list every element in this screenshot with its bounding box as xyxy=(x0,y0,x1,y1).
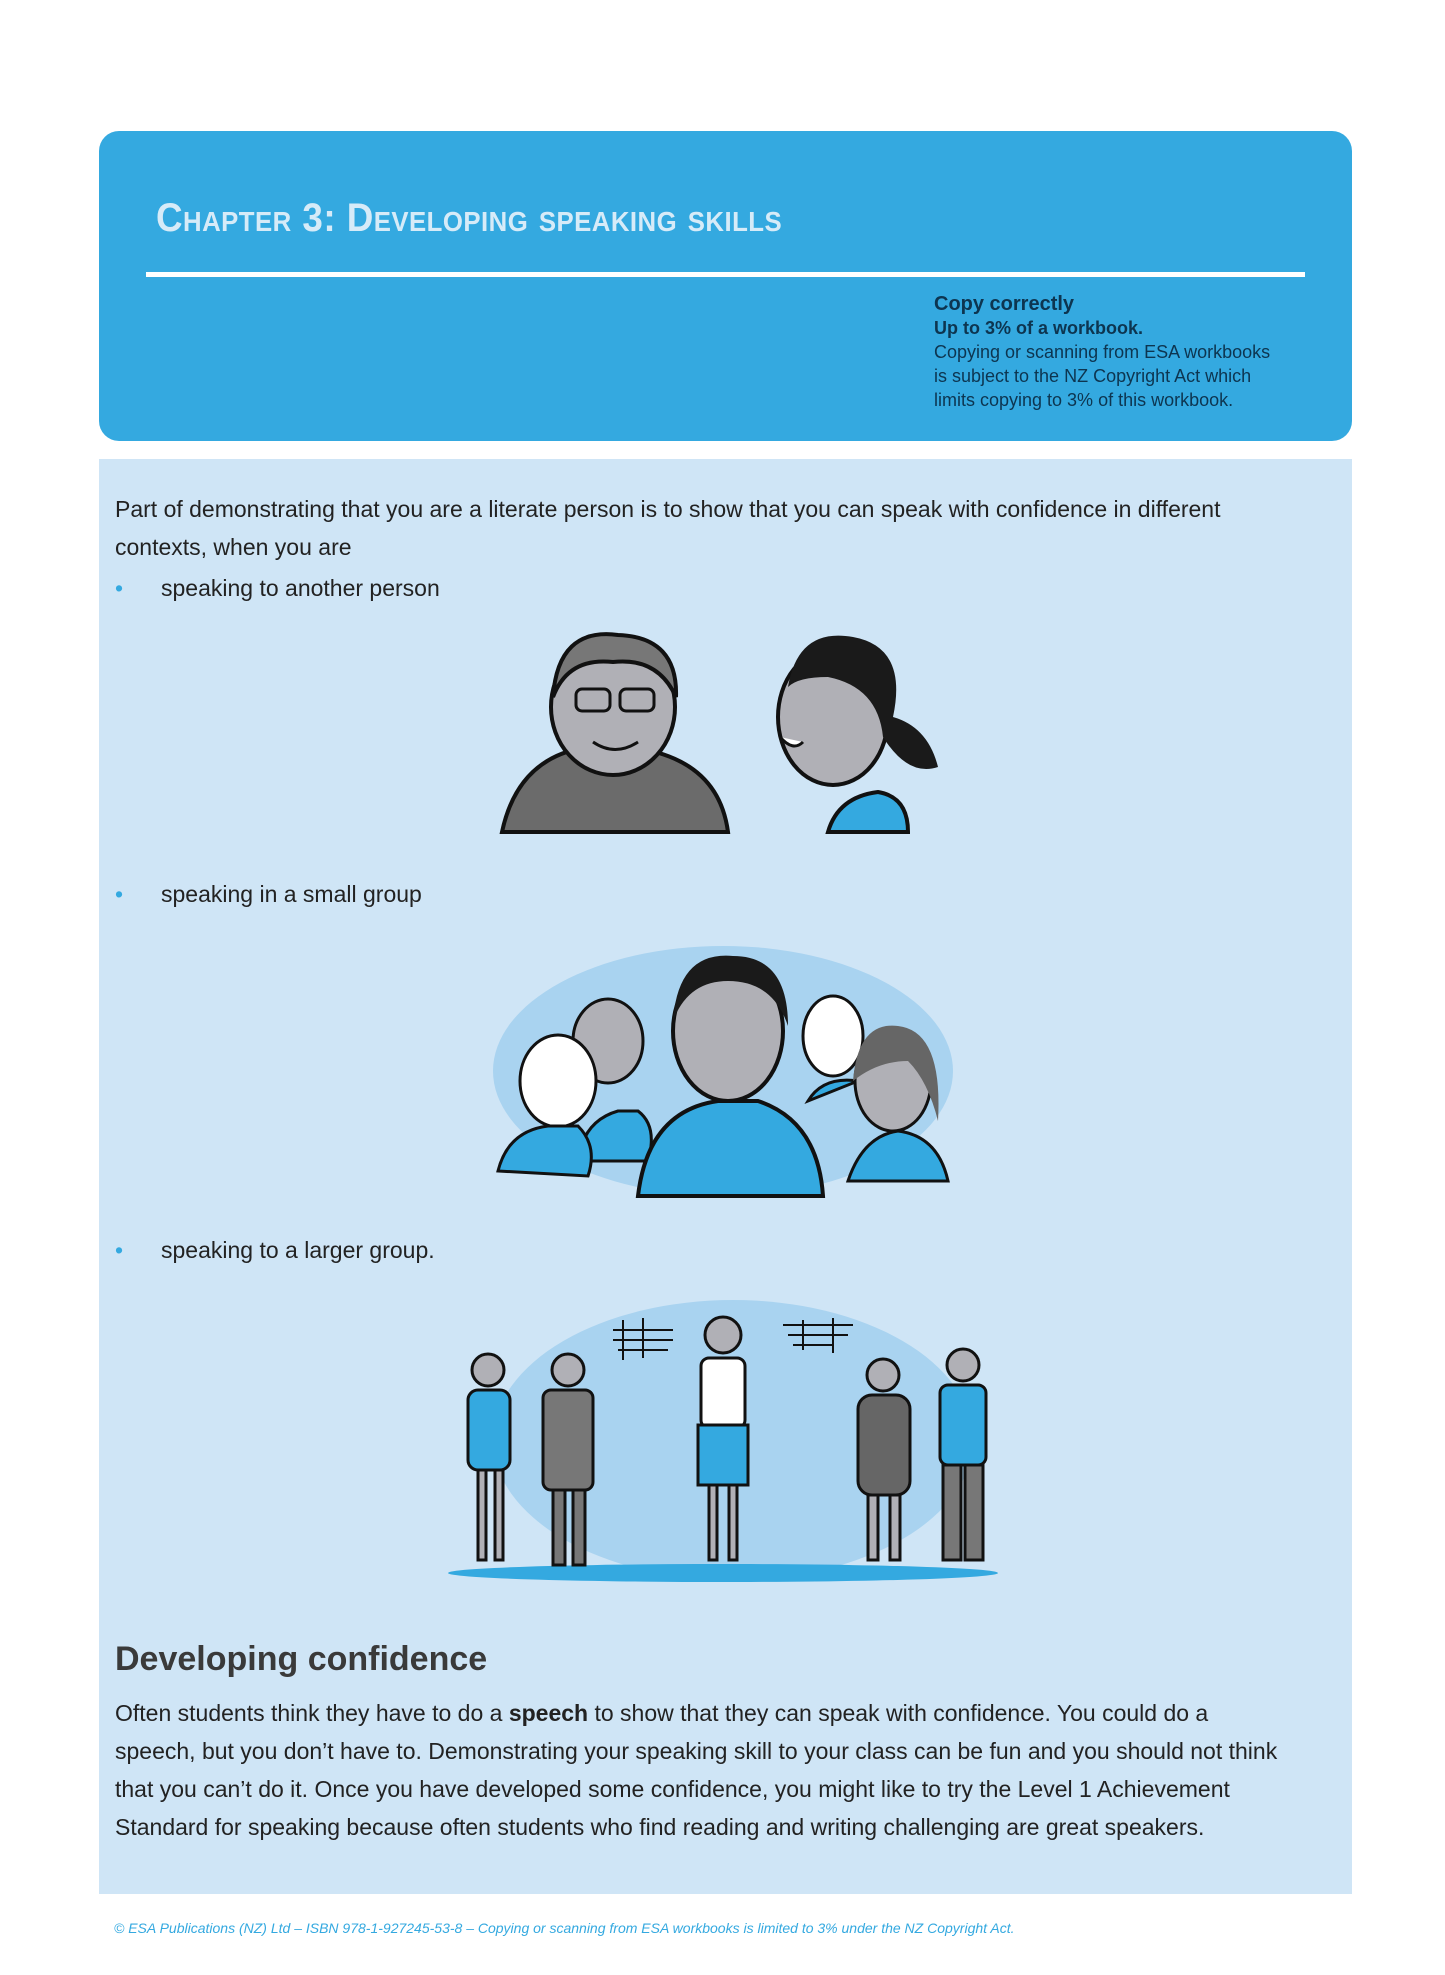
illustration-larger-group xyxy=(443,1290,1003,1586)
copyright-notice xyxy=(934,292,1270,412)
section-heading: Developing confidence xyxy=(115,1640,488,1678)
illustration-two-people xyxy=(498,627,958,839)
section-paragraph: Often students think they have to do a speech to show that they can speak with confidence. You could do a speech, but you don’t have to. Demonstrating your speaking skill to your class can be fun and you should not think that you can’t do it. Once you have developed some confidence, you might like to try the Level 1 Achievement Standard for speaking because often students who find reading and writing challenging are great speakers. xyxy=(115,1700,1278,1840)
bullet-icon: • xyxy=(115,575,124,601)
copy-heading: Copy correctly xyxy=(934,293,1075,315)
bullet-icon: • xyxy=(115,1237,124,1263)
illustration-small-group xyxy=(488,931,958,1199)
copy-sub: Up to 3% of a workbook. xyxy=(934,318,1144,338)
copy-line: is subject to the NZ Copyright Act which xyxy=(934,366,1252,386)
copy-line: Copying or scanning from ESA workbooks xyxy=(934,342,1271,362)
title-rule xyxy=(146,272,1305,277)
footer-copyright: © ESA Publications (NZ) Ltd – ISBN 978-1-927245-53-8 – Copying or scanning from ESA workbooks is limited to 3% under the NZ Copyright Act. xyxy=(114,1920,1015,1936)
chapter-title: Chapter 3: Developing speaking skills xyxy=(156,196,783,240)
bullet-icon: • xyxy=(115,881,124,907)
intro-paragraph: Part of demonstrating that you are a literate person is to show that you can speak with confidence in different contexts, when you are xyxy=(115,496,1221,560)
copy-line: limits copying to 3% of this workbook. xyxy=(934,390,1234,410)
